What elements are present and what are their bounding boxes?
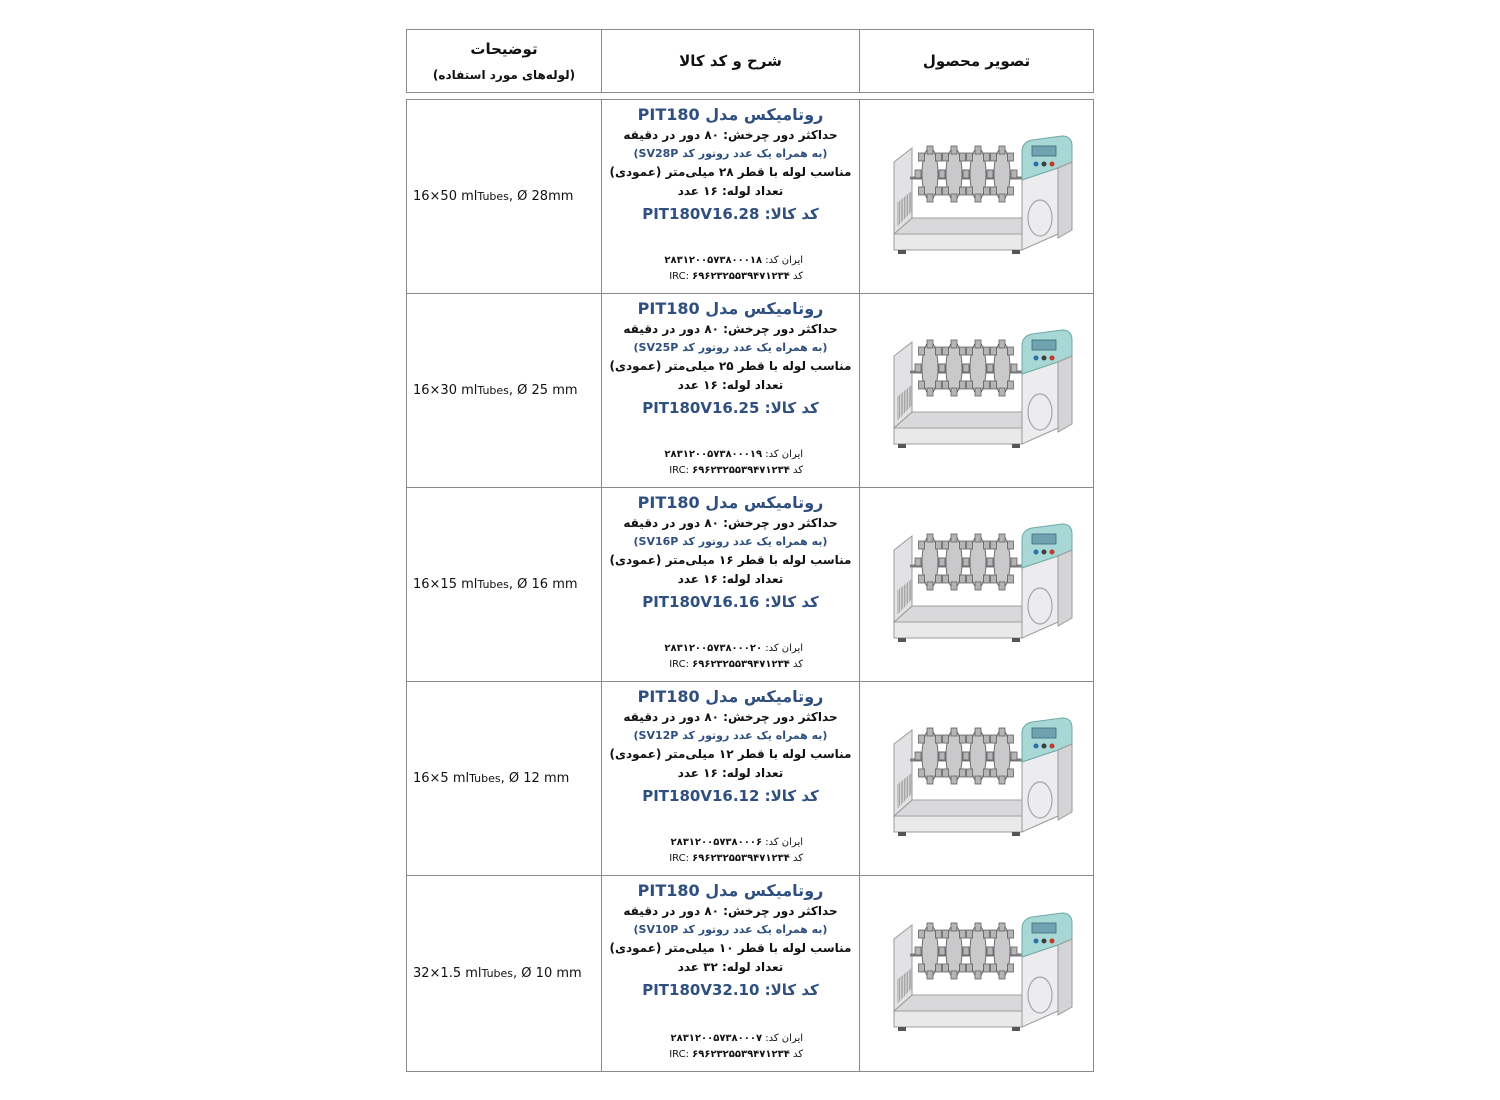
tube-fit: مناسب لوله با قطر ۲۵ میلی‌متر (عمودی) <box>609 359 852 373</box>
iran-code: ۲۸۳۱۲۰۰۵۷۳۸۰۰۰۲۰ <box>664 643 763 654</box>
description-cell <box>407 876 602 1071</box>
header-spec-cell <box>602 30 860 92</box>
tube-fit: مناسب لوله با قطر ۱۰ میلی‌متر (عمودی) <box>609 941 852 955</box>
tube-size: , Ø 16 mm <box>508 577 578 592</box>
id-codes <box>669 835 803 867</box>
iran-code-label: ایران کد: <box>762 837 803 848</box>
spec-cell <box>602 100 860 293</box>
product-title: روتامیکس مدل PIT180 <box>637 493 824 512</box>
tube-count: 16×30 ml <box>413 383 478 398</box>
rotator-mixer-device-icon <box>872 316 1082 466</box>
irc-code-label: کد IRC: <box>669 271 803 282</box>
iran-code-label: ایران کد: <box>762 643 803 654</box>
id-codes <box>664 641 803 673</box>
rotator-mixer-device-icon <box>872 510 1082 660</box>
tube-count-fa: تعداد لوله: ۱۶ عدد <box>677 378 784 392</box>
rotator-mixer-device-icon <box>872 704 1082 854</box>
description-cell <box>407 100 602 293</box>
product-title: روتامیکس مدل PIT180 <box>637 687 824 706</box>
table-row <box>407 682 1093 876</box>
irc-code: ۶۹۶۲۳۲۵۵۳۹۴۷۱۲۳۴ <box>692 853 790 864</box>
rotor-note: (به همراه یک عدد روتور کد SV16P) <box>633 535 828 548</box>
tubes-word: Tubes <box>477 578 509 591</box>
spec-cell <box>602 682 860 875</box>
max-speed: حداکثر دور چرخش: ۸۰ دور در دقیقه <box>623 322 838 336</box>
iran-code: ۲۸۳۱۲۰۰۵۷۳۸۰۰۰۶ <box>670 837 763 848</box>
tube-count-fa: تعداد لوله: ۱۶ عدد <box>677 766 784 780</box>
image-cell <box>860 876 1093 1071</box>
product-title: روتامیکس مدل PIT180 <box>637 105 824 124</box>
header-image-cell <box>860 30 1093 92</box>
tube-size: , Ø 25 mm <box>508 383 578 398</box>
max-speed: حداکثر دور چرخش: ۸۰ دور در دقیقه <box>623 516 838 530</box>
irc-code-label: کد IRC: <box>669 853 803 864</box>
table-row <box>407 488 1093 682</box>
irc-code-label: کد IRC: <box>669 659 803 670</box>
image-cell <box>860 100 1093 293</box>
description-cell <box>407 488 602 681</box>
description-cell <box>407 294 602 487</box>
irc-code-label: کد IRC: <box>669 465 803 476</box>
product-title: روتامیکس مدل PIT180 <box>637 299 824 318</box>
iran-code: ۲۸۳۱۲۰۰۵۷۳۸۰۰۰۱۹ <box>664 449 763 460</box>
tube-fit: مناسب لوله با قطر ۱۶ میلی‌متر (عمودی) <box>609 553 852 567</box>
tubes-word: Tubes <box>481 967 514 980</box>
header-description-cell <box>407 30 602 92</box>
irc-code: ۶۹۶۲۳۲۵۵۳۹۴۷۱۲۳۴ <box>692 465 790 476</box>
iran-code-label: ایران کد: <box>762 449 803 460</box>
rotor-note: (به همراه یک عدد روتور کد SV10P) <box>633 923 828 936</box>
iran-code-label: ایران کد: <box>762 1033 803 1044</box>
rotator-mixer-device-icon <box>872 122 1082 272</box>
tube-count-fa: تعداد لوله: ۱۶ عدد <box>677 184 784 198</box>
id-codes <box>664 447 803 479</box>
header-spec-title: شرح و کد کالا <box>679 52 782 70</box>
irc-code: ۶۹۶۲۳۲۵۵۳۹۴۷۱۲۳۴ <box>692 1049 790 1060</box>
rotor-note: (به همراه یک عدد روتور کد SV25P) <box>633 341 828 354</box>
max-speed: حداکثر دور چرخش: ۸۰ دور در دقیقه <box>623 904 838 918</box>
tube-size: , Ø 12 mm <box>500 771 570 786</box>
product-code: کد کالا: PIT180V16.16 <box>642 593 819 611</box>
table-row <box>407 876 1093 1071</box>
tube-count-fa: تعداد لوله: ۱۶ عدد <box>677 572 784 586</box>
tube-count-fa: تعداد لوله: ۳۲ عدد <box>677 960 784 974</box>
tubes-word: Tubes <box>477 190 509 203</box>
image-cell <box>860 682 1093 875</box>
product-code: کد کالا: PIT180V32.10 <box>642 981 819 999</box>
rotator-mixer-device-icon <box>872 899 1082 1049</box>
product-code: کد کالا: PIT180V16.28 <box>642 205 819 223</box>
tubes-word: Tubes <box>469 772 501 785</box>
product-table <box>406 99 1094 1072</box>
tube-count: 16×5 ml <box>413 771 470 786</box>
table-header <box>406 29 1094 93</box>
spec-cell <box>602 876 860 1071</box>
tube-count: 32×1.5 ml <box>413 966 482 981</box>
product-code: کد کالا: PIT180V16.12 <box>642 787 819 805</box>
tube-fit: مناسب لوله با قطر ۲۸ میلی‌متر (عمودی) <box>609 165 852 179</box>
tube-size: , Ø 28mm <box>508 189 574 204</box>
table-row <box>407 294 1093 488</box>
rotor-note: (به همراه یک عدد روتور کد SV12P) <box>633 729 828 742</box>
max-speed: حداکثر دور چرخش: ۸۰ دور در دقیقه <box>623 128 838 142</box>
iran-code-label: ایران کد: <box>762 255 803 266</box>
description-cell <box>407 682 602 875</box>
tube-size: , Ø 10 mm <box>513 966 582 981</box>
spec-cell <box>602 294 860 487</box>
image-cell <box>860 488 1093 681</box>
irc-code: ۶۹۶۲۳۲۵۵۳۹۴۷۱۲۳۴ <box>692 659 790 670</box>
header-description-subtitle: (لوله‌های مورد استفاده) <box>432 68 576 82</box>
table-row <box>407 100 1093 294</box>
id-codes <box>669 1031 803 1063</box>
product-code: کد کالا: PIT180V16.25 <box>642 399 819 417</box>
id-codes <box>664 253 803 285</box>
product-title: روتامیکس مدل PIT180 <box>637 881 824 900</box>
irc-code-label: کد IRC: <box>669 1049 803 1060</box>
image-cell <box>860 294 1093 487</box>
rotor-note: (به همراه یک عدد روتور کد SV28P) <box>633 147 828 160</box>
irc-code: ۶۹۶۲۳۲۵۵۳۹۴۷۱۲۳۴ <box>692 271 790 282</box>
tube-fit: مناسب لوله با قطر ۱۲ میلی‌متر (عمودی) <box>609 747 852 761</box>
tubes-word: Tubes <box>477 384 509 397</box>
tube-count: 16×15 ml <box>413 577 478 592</box>
max-speed: حداکثر دور چرخش: ۸۰ دور در دقیقه <box>623 710 838 724</box>
header-description-title: توضیحات <box>470 40 538 58</box>
iran-code: ۲۸۳۱۲۰۰۵۷۳۸۰۰۰۱۸ <box>664 255 763 266</box>
tube-count: 16×50 ml <box>413 189 478 204</box>
header-image-title: تصویر محصول <box>922 52 1031 70</box>
spec-cell <box>602 488 860 681</box>
iran-code: ۲۸۳۱۲۰۰۵۷۳۸۰۰۰۷ <box>670 1033 763 1044</box>
